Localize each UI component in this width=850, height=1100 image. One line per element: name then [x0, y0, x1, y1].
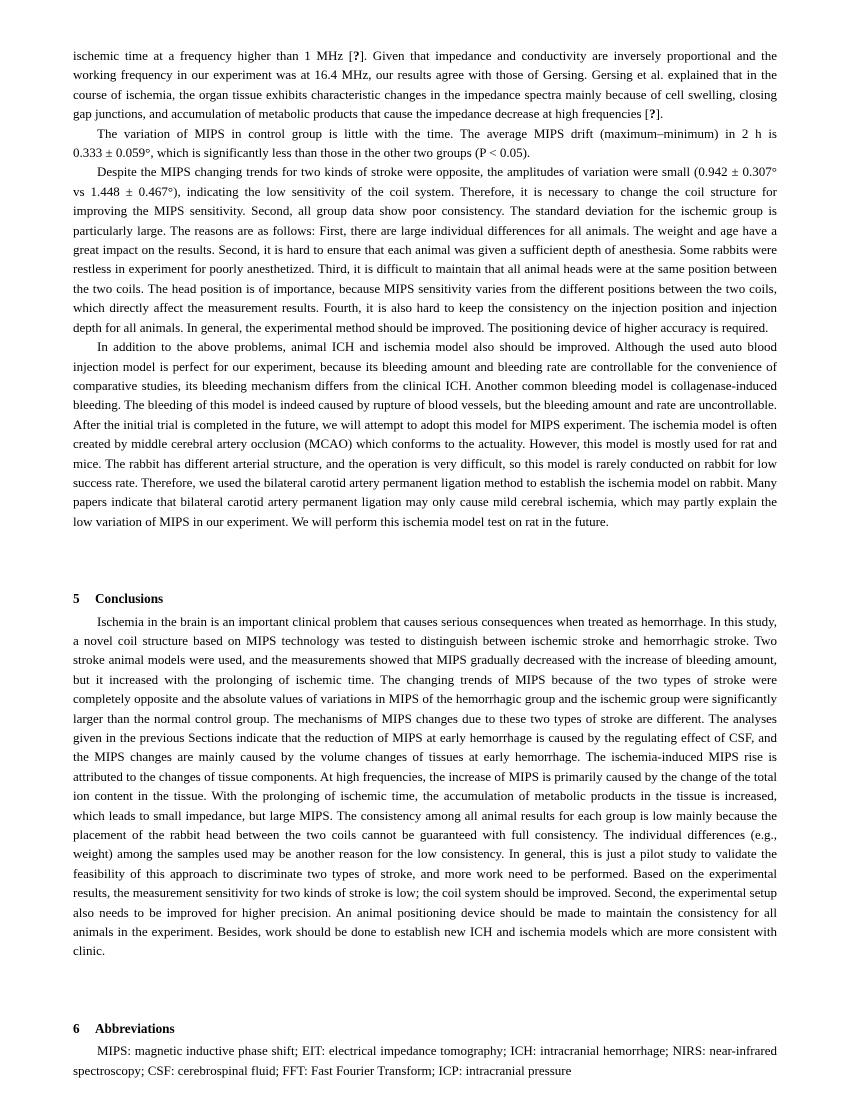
paragraph-ischemic-time [73, 46, 777, 124]
citation-marker-unresolved-2: ? [649, 106, 656, 122]
paragraph-mips-variation-control [73, 124, 777, 163]
citation-marker-unresolved: ? [353, 48, 360, 63]
mips-trends-text-end: ), indicating the low sensitivity of the coil system. Therefore, it is necessary to change the coil structure for improving the MIPS sensitivity. Second, all group data show poor consistency. The standard deviation for the ischemic group is particularly large. The reasons are as follows: First, there are large individual differences for all animals. The weight and age have a great impact on the results. Second, it is hard to ensure that each animal was given a sufficient depth of anesthesia. Some rabbits were restless in experiment for poorly anesthetized. Third, it is difficult to maintain that all animal heads were at the same position between the two coils. The head position is of importance, because MIPS sensitivity varies from the different positions between the two coils, which directly affect the measurement results. Fourth, it is also hard to keep the consistency on the injection position and injection depth for all animals. In general, the experimental method should be improved. The positioning device of higher accuracy is required. [73, 183, 777, 335]
page-content [73, 46, 777, 1080]
section-number-conclusions: 5 [73, 591, 80, 607]
mips-variation-text-start: The variation of MIPS in control group is little with the time. The average MIPS drift (maximum–minimum) in 2 h is [97, 125, 777, 141]
amplitude-separator: vs [73, 183, 91, 199]
section-title-abbreviations: Abbreviations [95, 1020, 175, 1036]
mips-trends-text-start: Despite the MIPS changing trends for two kinds of stroke were opposite, the amplitudes of variation were small ( [97, 164, 699, 180]
paragraph-mips-trends-stroke [73, 162, 777, 337]
amplitude-value-ischemic: 1.448 ± 0.467° [90, 183, 174, 199]
amplitude-value-hemorrhagic: 0.942 ± 0.307° [698, 164, 777, 180]
paragraph-text-before-citation: ischemic time at a frequency higher than 1 MHz [ [73, 48, 354, 63]
spacer-before-abbreviations [73, 961, 777, 1019]
mips-drift-value: 0.333 ± 0.059° [73, 145, 151, 161]
paragraph-abbreviations-body: MIPS: magnetic inductive phase shift; EIT: electrical impedance tomography; ICH: intracranial hemorrhage; NIRS: near-infrared spectroscopy; CSF: cerebrospinal fluid; FFT: Fast Fourier Transform; ICP: intracranial pressure [73, 1043, 777, 1078]
heading-conclusions [73, 589, 777, 608]
section-number-abbreviations: 6 [73, 1020, 80, 1036]
spacer-before-conclusions [73, 531, 777, 589]
paragraph-text-after-citation: ]. [655, 106, 664, 122]
mips-variation-text-end: , which is significantly less than those in the other two groups (P < 0.05). [150, 145, 531, 161]
paragraph-text-middle: ]. Given that impedance and conductivity are inversely proportional and the working frequency in our experiment was at 16.4 MHz, our results agree with those of Gersing. Gersing et al. explained that in the course of ischemia, the organ tissue exhibits characteristic changes in the impedance spectra mainly because of cell swelling, closing gap junctions, and accumulation of metabolic products that cause the impedance decrease at high frequencies [ [73, 48, 777, 122]
section-title-conclusions: Conclusions [95, 591, 164, 607]
paragraph-animal-models-improvement: In addition to the above problems, animal ICH and ischemia model also should be improved. Although the used auto blood injection model is perfect for our experiment, because its bleeding amount and bleeding rate are controllable for the convenience of comparative studies, its bleeding mechanism differs from the clinical ICH. Another common bleeding model is collagenase-induced bleeding. The bleeding of this model is indeed caused by rupture of blood vessels, but the bleeding amount and rate are uncontrollable. After the initial trial is completed in the future, we will attempt to adopt this model for MIPS experiment. The ischemia model is often created by middle cerebral artery occlusion (MCAO) which conforms to the actuality. However, this model is mostly used for rat and mice. The rabbit has different arterial structure, and the operation is very difficult, so this model is rarely conducted on rabbit for low success rate. Therefore, we used the bilateral carotid artery permanent ligation method to establish the ischemia model on rabbit. Many papers indicate that bilateral carotid artery permanent ligation may only cause mild cerebral ischemia, which may partly explain the low variation of MIPS in our experiment. We will perform this ischemia model test on rat in the future. [73, 339, 777, 529]
heading-abbreviations [73, 1019, 777, 1038]
paragraph-conclusions-body: Ischemia in the brain is an important clinical problem that causes serious consequences when treated as hemorrhage. In this study, a novel coil structure based on MIPS technology was tested to distinguish between ischemic stroke and hemorrhagic stroke. Two stroke animal models were used, and the measurements showed that MIPS gradually decreased with the increase of bleeding amount, but it increased with the prolonging of ischemic time. The changing trends of MIPS because of the two types of stroke were completely opposite and the absolute values of variations in MIPS of the hemorrhagic group and the ischemic group were significantly larger than the normal control group. The mechanisms of MIPS changes due to these two types of stroke are different. The analyses given in the previous Sections indicate that the reduction of MIPS at early hemorrhage is caused by the regulating effect of CSF, and the MIPS changes are mainly caused by the volume changes of tissues at early hemorrhage. The ischemia-induced MIPS rise is attributed to the changes of tissue components. At high frequencies, the increase of MIPS is primarily caused by the change of the total ion content in the tissue. With the prolonging of ischemic time, the accumulation of metabolic products in the tissue is increased, which leads to small impedance, but large MIPS. The consistency among all animal results for each group is low mainly because the placement of the rabbit head between the two coils cannot be guaranteed with full consistency. The individual differences (e.g., weight) among the samples used may be another reason for the low consistency. In general, this is just a pilot study to validate the feasibility of this approach to discriminate two types of stroke, and more work need to be performed. Based on the experimental results, the measurement sensitivity for two kinds of stroke is low; the coil system should be improved. Second, the experimental setup also needs to be improved for higher precision. An animal positioning device should be made to maintain the consistency for all animals in the experiment. Besides, work should be done to establish new ICH and ischemia models which are more consistent with clinic. [73, 613, 777, 959]
